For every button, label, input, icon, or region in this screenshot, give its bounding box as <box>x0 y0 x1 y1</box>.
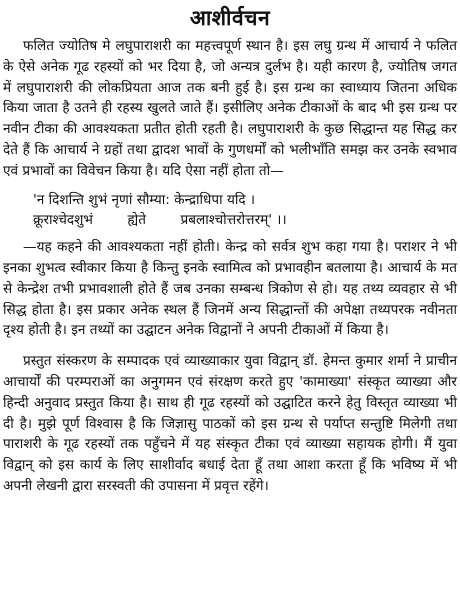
verse-line-2: क्रूराश्चेदशुभं ह्येते प्रबलाश्चोत्तरोत्तरम्' ।। <box>33 212 287 229</box>
paragraph-1: फलित ज्योतिष मे लघुपाराशरी का महत्त्वपूर्ण स्थान है। इस लघु ग्रन्थ में आचार्य ने फलित के ऐसे अनेक गूढ रहस्यों को भर दिया है, जो अन्यत्र दुर्लभ है। यही कारण है, ज्योतिष जगत में लघुपाराशरी की लोकप्रियता आज तक बनी हुई है। इस ग्रन्थ का स्वाध्याय जितना अधिक किया जाता है उतने ही रहस्य खुलते जाते हैं। इसीलिए अनेक टीकाओं के बाद भी इस ग्रन्थ पर नवीन टीका की आवश्यकता प्रतीत होती रहती है। लघुपाराशरी के कुछ सिद्धान्त यह सिद्ध कर देते हैं कि आचार्य ने ग्रहों तथा द्वादश भावों के गुणधर्मों को भलीभाँति समझ कर उनके स्वभाव एवं प्रभावों का विवेचन किया है। यदि ऐसा नहीं होता तो— <box>3 38 457 179</box>
verse-quote <box>3 190 457 232</box>
page-title: आशीर्वचन <box>189 6 271 30</box>
body-text <box>3 36 457 507</box>
paragraph-3: प्रस्तुत संस्करण के सम्पादक एवं व्याख्याकार युवा विद्वान् डॉ. हेमन्त कुमार शर्मा ने प्राचीन आचार्यों की परम्पराओं का अनुगमन एवं संरक्षण करते हुए 'कामाख्या' संस्कृत व्याख्या और हिन्दी अनुवाद प्रस्तुत किया है। साथ ही गूढ रहस्यों को उद्घाटित करने हेतु विस्तृत व्याख्या भी दी है। मुझे पूर्ण विश्वास है कि जिज्ञासु पाठकों को इस ग्रन्थ से पर्याप्त सन्तुष्टि मिलेगी तथा पाराशरी के गूढ रहस्यों तक पहुँचने में यह संस्कृत टीका एवं व्याख्या सहायक होगी। मैं युवा विद्वान् को इस कार्य के लिए साशीर्वाद बधाई देता हूँ तथा आशा करता हूँ कि भविष्य में भी अपनी लेखनी द्वारा सरस्वती की उपासना में प्रवृत्त रहेंगे। <box>3 353 457 494</box>
paragraph-2: —यह कहने की आवश्यकता नहीं होती। केन्द्र को सर्वत्र शुभ कहा गया है। पराशर ने भी इनका शुभत्व स्वीकार किया है किन्तु इनके स्वामित्व को प्रभावहीन बतलाया है। आचार्य के मत से केन्द्रेश तभी प्रभावशाली होते हैं जब उनका सम्बन्ध त्रिकोण से हो। यह तथ्य व्यवहार से भी सिद्ध होता है। इस प्रकार अनेक स्थल हैं जिनमें अन्य सिद्धान्तों की अपेक्षा तथ्यपरक नवीनता दृश्य होती है। इन तथ्यों का उद्घाटन अनेक विद्वानों ने अपनी टीकाओं में किया है। <box>3 239 457 339</box>
verse-line-1: 'न दिशन्ति शुभं नृणां सौम्या: केन्द्राधिपा यदि । <box>33 191 256 208</box>
